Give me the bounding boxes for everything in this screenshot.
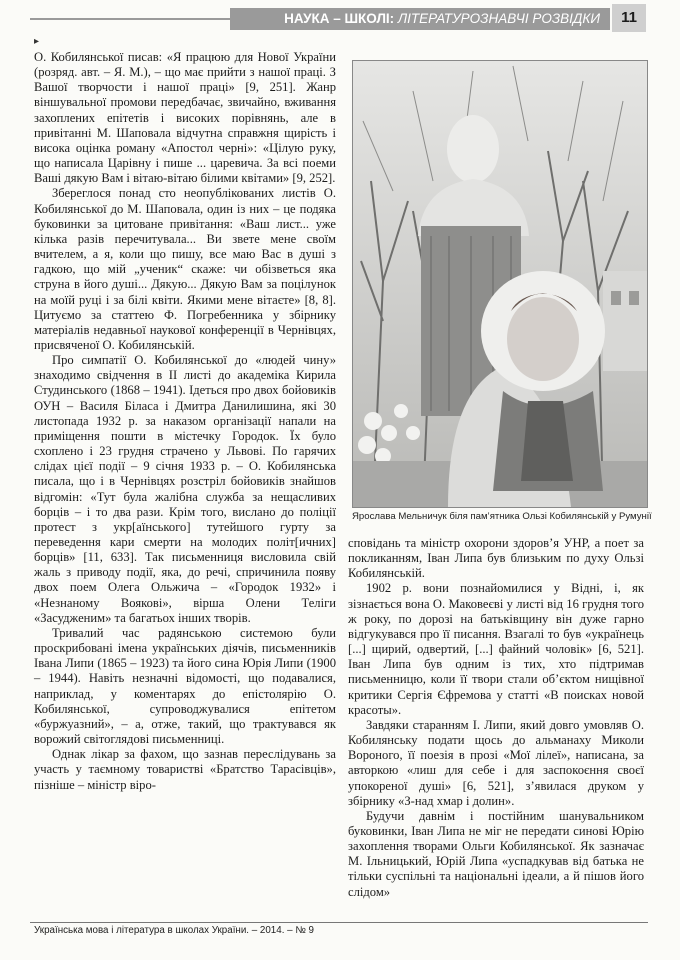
section-header-subtitle: ЛІТЕРАТУРОЗНАВЧІ РОЗВІДКИ bbox=[397, 11, 600, 26]
paragraph: Однак лікар за фахом, що зазнав переслідувань за участь у таємному товаристві «Братство Тарасівців», пізніше – міністр віро- bbox=[34, 747, 336, 792]
footer-rule bbox=[30, 922, 648, 923]
paragraph: сповідань та міністр охорони здоров’я УНР, а поет за покликанням, Іван Липа був близьким по духу Ользі Кобилянській. bbox=[348, 536, 644, 581]
paragraph: Про симпатії О. Кобилянської до «людей чину» знаходимо свідчення в ІІ листі до академіка Кирила Студинського (1868 – 1941). Ідеться про двох бойовиків ОУН – Василя Біласа і Дмитра Данилишина, які 30 листопада 1932 р. за наказом організації напали на приміщення пошти в містечку Городок. Їх було схоплено і 23 грудня страчено у Львові. По гарячих слідах цієї події – 9 січня 1933 р. – О. Кобилянська писала, що і в Чернівцях розстріл бойовиків знайшов відгомін: «Тут була жалібна служба за нещасливих борців – і то два рази. Крім того, вислано до поліції протест з укр[аїнського] тутейшого гурту за переведення кари смерти на молодих політ[ичних] борців» [11, 633]. Так письменниця висловила свій жаль з приводу події, яка, до речі, спричинила появу двох поем Олега Ольжича – «Городок 1932» і «Незнаному Воякові», вірша Олени Теліги «Засудженим» та багатьох інших творів. bbox=[34, 353, 336, 625]
header-rule bbox=[30, 18, 230, 20]
journal-footer: Українська мова і література в школах України. – 2014. – № 9 bbox=[34, 925, 315, 936]
page-number: 11 bbox=[612, 4, 646, 32]
photo-illustration bbox=[353, 61, 647, 507]
photo-caption: Ярослава Мельничук біля пам’ятника Ользі Кобилянській у Румунії bbox=[352, 511, 652, 522]
section-header bbox=[230, 8, 610, 30]
right-column bbox=[348, 536, 644, 900]
paragraph: Збереглося понад сто неопублікованих листів О. Кобилянської до М. Шаповала, один із них – це подяка буковинки за цитоване привітання: «Ваш лист... уже кілька разів перечитувала... Ви звете мене своїм вчителем, а я, коли що пишу, все маю Вас в душі з гадкою, що мій „ученик“ скаже: чи обізветься яка струна в його душі... Дякую... Дякую Вам за поцілунок на моїй руці і за білі квіти. Якими мене вітаєте» [8, 8]. Цитуємо за статтею Ф. Погребенника у збірнику матеріалів недавньої наукової конференції в Чернівцях, присвяченої О. Кобилянській. bbox=[34, 186, 336, 352]
left-column bbox=[34, 50, 336, 793]
paragraph: Завдяки старанням І. Липи, який довго умовляв О. Кобилянську подати щось до альманаху Миколи Вороного, її поезія в прозі «Мої лілеї», написана, за авторкою «лиш для себе і для заспокоєння своєї упокореної душі» [6, 521], з’явилася друком у збірнику «З-над хмар і долин». bbox=[348, 717, 644, 808]
paragraph: 1902 р. вони познайомилися у Відні, і, як зізнається вона О. Маковеєві у листі від 16 грудня того ж року, по дорозі на батьківщину він дуже гарно відгукувався про її писання. Взагалі то був «українець [...] щирий, одвертий, [...] файний чоловік» [6, 521]. Іван Липа був одним із тих, хто підтримав письменницю, коли її твори стали об’єктом нищівної критики Сергія Єфремова у статті «В поисках новой красоты». bbox=[348, 581, 644, 717]
paragraph: Будучи давнім і постійним шанувальником буковинки, Іван Липа не міг не передати синові Юрію захоплення творами Ольги Кобилянської. Як зазначає М. Ільницький, Юрій Липа «успадкував від батька не тільки суспільні та національні ідеали, а й пішов його слідом» bbox=[348, 808, 644, 899]
paragraph: О. Кобилянської писав: «Я працюю для Нової України (розряд. авт. – Я. М.), – що має прийти з нашої праці. З Вашої творчости і нашої праці» [9, 251]. Жанр віншувальної промови передбачає, звичайно, вживання захоплених епітетів і високих порівнянь, але в привітанні М. Шаповала відчутна справжня щирість і висока оцінка роману «Апостол черні»: «Цілую руку, що написала Царівну і пише ... царевича. За всі поеми Ваші дякую Вам і вітаю-вітаю білими квітами» [9, 252]. bbox=[34, 50, 336, 186]
paragraph: Тривалий час радянською системою були проскрибовані імена українських діячів, письменників Івана Липи (1865 – 1923) та його сина Юрія Липи (1900 – 1944). Навіть незначні відомості, що подавалися, наприклад, у коментарях до епістолярію О. Кобилянської, супроводжувалися епітетом «буржуазний», – а, отже, такий, що трактувався як ворожий світоглядові письменниці. bbox=[34, 625, 336, 747]
monument-photo bbox=[352, 60, 648, 508]
section-header-bold: НАУКА – ШКОЛІ: bbox=[284, 11, 398, 26]
margin-mark-icon: ▸ bbox=[34, 36, 40, 47]
